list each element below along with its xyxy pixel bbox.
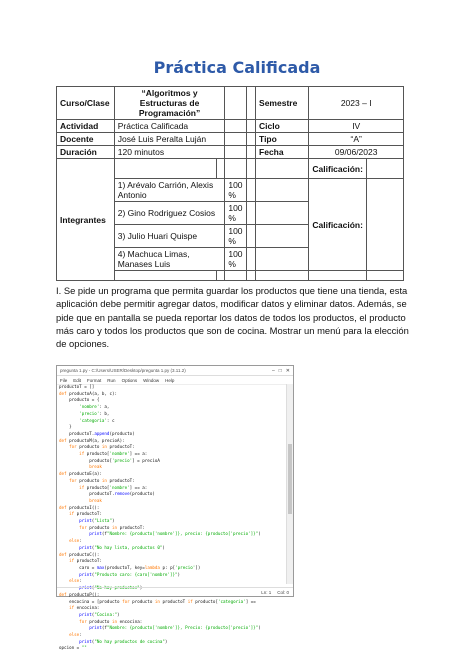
ide-window-title: pregunta 1.py - C:/Users/USER/Desktop/pregunta 1.py (3.11.2) — [60, 368, 186, 373]
code-line: print(f"Nombre: {producto['nombre']}, precio: {producto['precio']}") — [89, 531, 261, 537]
code-line: else: — [69, 578, 82, 584]
ciclo-label: Ciclo — [256, 120, 309, 133]
code-line: if producto['nombre'] == a: — [79, 484, 148, 490]
code-line: productoT = [] — [59, 384, 95, 389]
ide-title-bar — [57, 366, 293, 376]
code-line: else: — [69, 632, 82, 638]
code-line: producto = { — [69, 397, 100, 403]
tipo-value: “A” — [309, 133, 404, 146]
menu-options[interactable]: Options — [121, 377, 138, 383]
ciclo-value: IV — [309, 120, 404, 133]
code-line: def productoP(): — [59, 591, 100, 597]
code-line: def productoA(a, b, c): — [59, 390, 118, 396]
semestre-label: Semestre — [256, 87, 309, 120]
ide-screenshot — [56, 365, 294, 651]
code-line: if encocina: — [69, 605, 100, 611]
curso-value: “Algoritmos y Estructuras de Programación” — [114, 87, 225, 120]
member-pct-2: 100 % — [225, 202, 246, 225]
fecha-label: Fecha — [256, 146, 309, 159]
code-line: break — [89, 497, 102, 503]
docente-value: José Luis Peralta Luján — [114, 133, 225, 146]
member-name-3: 3) Julio Huari Quispe — [114, 225, 225, 248]
member-name-4: 4) Machuca Limas, Manases Luis — [114, 248, 225, 271]
code-line: opcion = "" — [59, 645, 87, 651]
code-line: def productoM(a, precioA): — [59, 437, 125, 443]
member-pct-1: 100 % — [225, 179, 246, 202]
curso-label: Curso/Clase — [57, 87, 115, 120]
code-line: if productoT: — [69, 558, 102, 564]
docente-label: Docente — [57, 133, 115, 146]
code-line: encocina = [producto for producto in productoT if producto['categoria'] == — [69, 598, 256, 604]
code-line: productoT.append(producto) — [69, 430, 135, 436]
code-line: 'precio': b, — [79, 410, 110, 416]
code-line: else: — [69, 538, 82, 544]
maximize-icon[interactable]: □ — [278, 367, 282, 374]
member-name-1: 1) Arévalo Carrión, Alexis Antonio — [114, 179, 225, 202]
code-line: print("No hay lista, productos 0") — [79, 544, 165, 550]
code-line: producto['precio'] = precioA — [89, 457, 160, 463]
menu-run[interactable]: Run — [107, 377, 116, 383]
code-line: for producto in productoT: — [69, 444, 135, 450]
minimize-icon[interactable]: – — [271, 367, 275, 374]
code-line: 'nombre': a, — [79, 404, 110, 410]
status-col: Col: 0 — [277, 589, 289, 595]
page-title: Práctica Calificada — [153, 58, 321, 77]
code-line: print("No hay productos") — [79, 585, 143, 591]
code-line: print("No hay productos de cocina") — [79, 638, 168, 644]
code-line: for producto in productoT: — [79, 524, 145, 530]
integrantes-label: Integrantes — [57, 159, 115, 281]
code-line: } — [59, 424, 72, 430]
code-line: if productoT: — [69, 511, 102, 517]
duracion-label: Duración — [57, 146, 115, 159]
code-line: print("Cocina:") — [79, 611, 120, 617]
code-line: break — [89, 464, 102, 470]
problem-statement: I. Se pide un programa que permita guardar los productos que tiene una tienda, esta aplicación debe permitir agregar datos, modificar datos y eliminar datos. Además, se pide que en pantalla se pueda reportar los datos de todos los productos, el producto más caro y todos los productos que son de cocina. Mostrar un menú para la elección de opciones. — [56, 285, 409, 350]
code-line: caro = max(productoT, key=lambda p: p['precio']) — [79, 564, 201, 570]
menu-file[interactable]: File — [60, 377, 68, 383]
actividad-value: Práctica Calificada — [114, 120, 225, 133]
member-pct-4: 100 % — [225, 248, 246, 271]
fecha-value: 09/06/2023 — [309, 146, 404, 159]
code-line: def productoE(a): — [59, 471, 102, 477]
code-line: 'categoria': c — [79, 417, 115, 423]
vertical-scrollbar[interactable] — [286, 384, 293, 584]
code-line: print(f"Nombre: {producto['nombre']}, Precio: {producto['precio']}") — [89, 625, 261, 631]
calificacion-label-2: Calificación: — [309, 179, 367, 271]
member-name-2: 2) Gino Rodriguez Cosios — [114, 202, 225, 225]
code-line: print("Lista") — [79, 518, 115, 524]
tipo-label: Tipo — [256, 133, 309, 146]
close-icon[interactable]: ✕ — [285, 367, 290, 374]
status-line: Ln: 1 — [261, 589, 272, 595]
code-line: def productoI(): — [59, 504, 100, 510]
code-line: print("Producto caro: {caro['nombre']}") — [79, 571, 181, 577]
code-line: productoT.remove(producto) — [89, 491, 155, 497]
ide-status-bar — [57, 587, 293, 596]
code-line: if producto['nombre'] == a: — [79, 451, 148, 457]
menu-edit[interactable]: Edit — [73, 377, 82, 383]
calificacion-label-1: Calificación: — [309, 159, 367, 179]
duracion-value: 120 minutos — [114, 146, 225, 159]
menu-window[interactable]: Window — [143, 377, 160, 383]
menu-help[interactable]: Help — [165, 377, 175, 383]
code-line: for producto in productoT: — [69, 477, 135, 483]
menu-format[interactable]: Format — [87, 377, 102, 383]
code-line: def productoC(): — [59, 551, 100, 557]
actividad-label: Actividad — [57, 120, 115, 133]
code-line: for producto in encocina: — [79, 618, 143, 624]
member-pct-3: 100 % — [225, 225, 246, 248]
semestre-value: 2023 – I — [309, 87, 404, 120]
info-table — [56, 86, 404, 281]
